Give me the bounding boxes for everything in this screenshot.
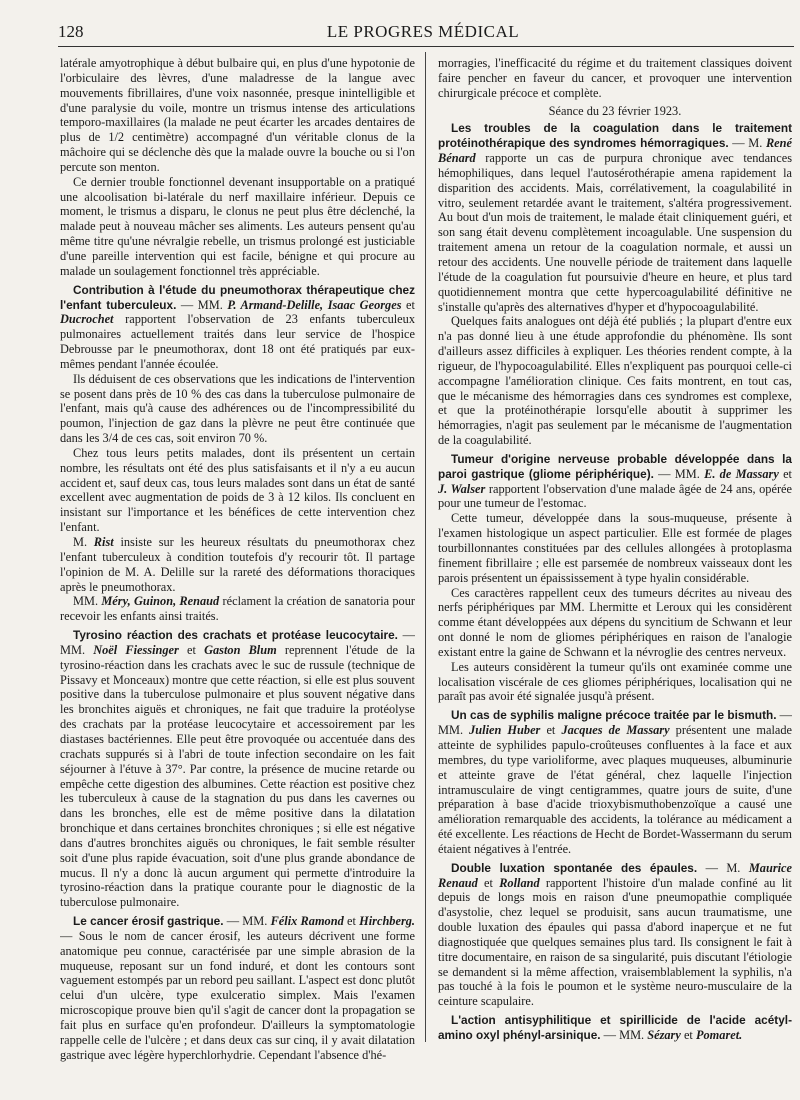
section-pneumothorax [60,283,415,372]
text: M. [73,535,88,549]
section-title: Double luxation spontanée des épaules. [451,860,698,875]
author-names: Gaston Blum [204,642,277,657]
section-tumeur [438,452,792,511]
text: et [484,875,493,890]
section-title: Tyrosino réaction des crachats et protéase leucocytaire. [73,628,398,643]
author-names: J. Walser [438,481,486,496]
text: — MM. [226,914,268,929]
section-title: Les troubles de la coagulation dans le traitement protéinothérapique des syndromes hémorragiques. [438,121,792,151]
author-names: Félix Ramond [270,914,344,929]
paragraph [60,535,415,594]
column-divider [425,52,426,1042]
section-cancer [60,914,415,1062]
text: — MM. [60,628,415,657]
section-luxation [438,861,792,1009]
section-title: Le cancer érosif gastrique. [73,914,224,929]
section-body: — Sous le nom de cancer érosif, les auteurs décrivent une forme anatomique peu connue, caractérisée par une simple abrasion de la muqueuse, reposant sur un fond induré, et dont les contours sont vaguement estompés par un rebord peu saillant. L'aspect est donc plutôt celui d'un ulcère, type exulceratio simplex. Mais l'examen microscopique prouve bien qu'il s'agit de cancer dont la propagation se fait plus en surface qu'en profondeur. D'ailleurs la symptomatologie rappelle celle de l'ulcère ; et dans deux cas sur cinq, il y avait dilatation gastrique avec légère hyperchlorhydrie. Cependant l'absence d'hé- [60,928,415,1062]
author-names: Jacques de Massary [561,723,670,738]
session-date: Séance du 23 février 1923. [548,103,682,118]
text: — MM. [658,466,700,481]
author-names: Noël Fiessinger [93,642,179,657]
text: et [346,914,356,929]
author-names: Hirchberg. [359,914,415,929]
text: — MM. [180,297,223,312]
paragraph: Cette tumeur, développée dans la sous-muqueuse, présente à l'examen histologique un aspect particulier. Elle est formée de plages tourbillonnantes constituées par des cellules allongées à protoplasma finement fibrillaire ; elle est parsemée de nombreux vaisseaux dont les parois présentent un épaississement à type hyalin considérable. [438,511,792,585]
section-body: rapporte un cas de purpura chronique avec tendances hémophiliques, dans lequel l'autosérothérapie amena rapidement la disparition des accidents. Mais, corrélativement, la coagulabilité in vitro, seulement retardée avant le traitement, s'altéra progressivement. Au bout d'un mois de traitement, le malade était cliniquement guéri, et son sang était devenu complètement incoagulable. Une suspension du traitement amena un retour de la coagulation normale, et aussi un retour des accidents. Une nouvelle période de traitement dans laquelle l'étude de la coagulation fut poursuivie d'heure en heure, et plus tard quotidiennement montra que cette hypercoagulabilité définitive ne s'installe qu'après des alternatives d'hyper et d'hypocoagulabilité. [438,151,792,314]
section-title: Un cas de syphilis maligne précoce traitée par le bismuth. [451,708,777,723]
author-names: René Bénard [438,136,792,166]
paragraph [60,594,415,624]
author-names: Maurice Renaud [438,860,792,890]
text: insiste sur les heureux résultats du pneumothorax chez l'enfant tuberculeux à condition toutefois d'y recourir tôt. Il partage l'opinion de M. A. Delille sur la rareté des déformations thoraciques après le pneumothorax. [60,535,415,594]
section-title: Contribution à l'étude du pneumothorax thérapeutique chez l'enfant tuberculeux. [60,282,415,312]
author-names: E. de Massary [704,466,779,481]
paragraph: Quelques faits analogues ont déjà été publiés ; la plupart d'entre eux n'a pas donné lieu à une étude approfondie du phénomène. Ils sont d'ailleurs assez difficiles à expliquer. Les théories rendent compte, à la rigueur, de l'hypocoagulabilité. Elles n'expliquent pas pourquoi celle-ci accompagne l'amélioration clinique. Ces faits montrent, en tout cas, que le mécanisme des hémorragies dans ces syndromes est complexe, et que la protéinothérapie lorsqu'elle aboutit à supprimer les hémorragies, n'agit pas seulement par le mécanisme de l'augmentation de la coagulabilité. [438,314,792,448]
author-names: Julien Huber [469,723,541,738]
journal-title: LE PROGRES MÉDICAL [326,22,520,41]
section-syphilis [438,708,792,856]
author-names: Rist [93,535,114,549]
right-column [438,56,792,1043]
section-body: rapportent l'observation d'une malade âgée de 24 ans, opérée pour une tumeur de l'estomac. [438,481,792,511]
page-header [58,22,788,44]
section-title: Tumeur d'origine nerveuse probable développée dans la paroi gastrique (gliome périphérique). [438,451,792,481]
author-names: Pomaret. [695,1028,743,1042]
author-names: Sézary [647,1028,681,1042]
text: et [783,466,792,481]
text: — M. [732,136,763,151]
author-names: Ducrochet [60,312,114,327]
section-body: rapportent l'observation de 23 enfants tuberculeux pulmonaires actuellement traités dans leur service de l'hospice Debrousse par le pneumothorax, dont 18 ont été pratiqués par eux-mêmes pendant l'année écoulée. [60,312,415,371]
text: et [546,723,556,738]
header-rule [58,46,794,47]
text: réclament la création de sanatoria pour recevoir les enfants ainsi traités. [60,594,415,624]
section-title: L'action antisyphilitique et spirillicide de l'acide acétyl-amino oxyl phényl-arsinique. [438,1013,792,1042]
text: et [683,1028,693,1042]
author-names: Méry, Guinon, Renaud [101,594,220,609]
section-body: reprennent l'étude de la tyrosino-réaction dans les crachats avec le suc de russule (technique de Pissavy et Monceaux) montre que cette réaction, si elle est plus souvent positive dans la tuberculose pulmonaire et plus souvent négative dans les bronchites aiguës et chroniques, ne fait que traduire la protéolyse des crachats par la protéase leucocytaire et accessoirement par les diastases bactériennes. Elle peut être provoquée ou accentuée dans des crachats suppurés si à l'abri de toute infection secondaire on les fait séjourner à l'étuve à 37°. Par contre, la présence de mucine retarde ou empêche cette digestion des albumines. Cette réaction est positive chez les tuberculeux à cause de la stagnation du pus dans les cavernes ou dans les bronches, elle est de même positive dans la dilatation bronchique et dans certaines bronchites chroniques ; si elle est négative dans d'autres bronchites aiguës ou chroniques, le fait semble résulter soit d'une plus rapide évacuation, soit d'une plus grande abondance de mucus. Il n'y a donc là aucun argument qui permette d'introduire la tyrosino-réaction dans la pratique courante pour le diagnostic de la tuberculose pulmonaire. [60,642,415,910]
left-column [60,56,415,1063]
author-names: Rolland [499,875,540,890]
paragraph: Ils déduisent de ces observations que les indications de l'intervention se posent dans près de 10 % des cas dans la tuberculose pulmonaire de l'enfant, mais qu'à cause des adhérences ou de l'incompressibilité du poumon, l'injection de gaz dans la plèvre ne peut être continuée que dans les 3/4 de ces cas, soit environ 70 %. [60,371,415,446]
page-number: 128 [58,22,84,41]
section-body: présentent une malade atteinte de syphilides papulo-croûteuses confluentes à la face et aux membres, du type varioliforme, avec plaques muqueuses, albuminurie et atteinte grave de l'état général, chez laquelle l'injection intramusculaire de vingt centigrammes, quatre jours de suite, d'une préparation à base d'acide trioxybismuthobenzoïque a causé une amélioration remarquable des accidents, la tolérance au médicament a été excellente. Les réactions de Hecht de Bordet-Wassermann du serum étaient négatives à l'entrée. [438,723,792,856]
paragraph: Ces caractères rappellent ceux des tumeurs décrites au niveau des nerfs périphériques par MM. Lhermitte et Leroux qui les considèrent comme étant développées aux dépens du syncitium de Schwann et leur ont donné le nom de gliomes périphériques en raison de l'analogie existant entre la gaine de Schwann et la névroglie des centres nerveux. [438,585,792,659]
section-tyrosino [60,628,415,910]
text: et [406,297,415,312]
paragraph: morragies, l'inefficacité du régime et du traitement classiques doivent faire pencher en faveur du cancer, et provoquer une intervention chirurgicale précoce et complète. [438,56,792,100]
text: — MM. [438,708,792,738]
section-coagulation [438,121,792,314]
paragraph: Chez tous leurs petits malades, dont ils présentent un certain nombre, les résultats ont été des plus satisfaisants et il n'y a eu aucun accident et, sauf deux cas, tous leurs malades sont dans un état de santé excellent avec augmentation de poids de 3 à 12 kilos. Ils concluent en insistant sur l'importance et les bénéfices de cette intervention chez l'enfant. [60,445,415,535]
author-names: P. Armand-Delille, Isaac Georges [227,297,402,312]
paragraph: Les auteurs considèrent la tumeur qu'ils ont examinée comme une localisation viscérale de ces gliomes périphériques, localisation qui ne paraît pas avoir été signalée jusqu'à présent. [438,659,792,704]
section-arsinique [438,1013,792,1043]
paragraph: Ce dernier trouble fonctionnel devenant insupportable on a pratiqué une alcoolisation bi-latérale du nerf maxillaire inférieur. Depuis ce moment, le trismus a disparu, le clonus ne peut plus être déclenché, la malade peut à nouveau mâcher ses aliments. Les auteurs pensent qu'au même titre qu'une névralgie rebelle, un trismus prolongé est justiciable d'une pareille intervention qui est facile, bénigne et qui procure au malade un soulagement fonctionnel très appréciable. [60,174,415,278]
paragraph: latérale amyotrophique à début bulbaire qui, en plus d'une hypotonie de l'orbiculaire des lèvres, d'une maladresse de la langue avec mouvements fibrillaires, d'une voix nasonnée, presque inintelligible et d'une paralysie du voile, montre un trismus intense des articulations temporo-maxillaires (la malade ne peut écarter les arcades dentaires de plus de 1/2 centimètre) accompagné d'un véritable clonus de la mâchoire qui se déclenche dès que la malade ouvre la bouche ou si l'on percute son menton. [60,56,415,174]
text: — MM. [603,1028,645,1042]
text: et [187,642,196,657]
text: — M. [705,860,741,875]
section-body: rapportent l'histoire d'un malade confiné au lit depuis de longs mois en raison d'une pneumopathie compliquée d'asystolie, chez lequel se produisit, sans aucun traumatisme, une double luxation des épaules qui passa d'abord inaperçue et ne fut diagnostiquée que quelques semaines plus tard. Ils consignent le fait à titre documentaire, en raison de sa singularité, puis discutant l'étiologie se demandent si la même affection, vraisemblablement la syphilis, n'a pas touché à la fois le poumon et le système neuro-musculaire de la ceinture scapulaire. [438,875,792,1009]
text: MM. [73,594,99,609]
